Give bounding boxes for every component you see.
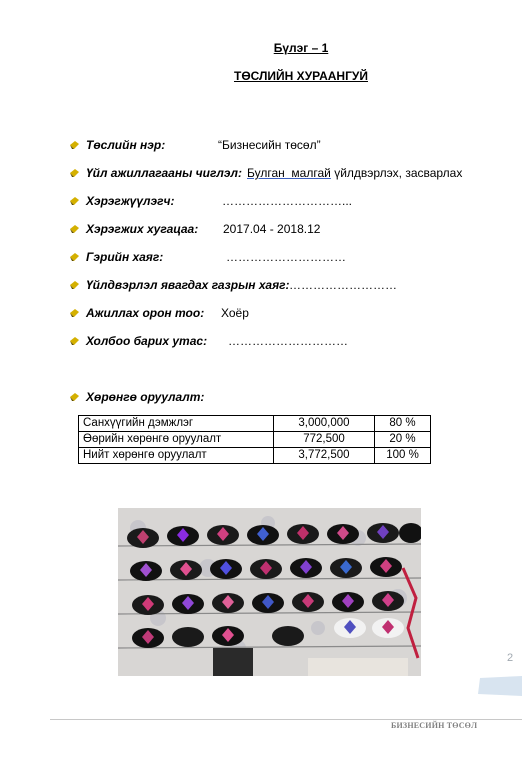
table-row xyxy=(79,448,431,464)
bullet-icon xyxy=(70,309,79,317)
table-cell-share: 80 % xyxy=(375,416,431,432)
footer-divider xyxy=(50,719,522,720)
field-label: Хэрэгжих хугацаа: xyxy=(86,222,199,236)
chapter-heading: Бүлэг – 1 xyxy=(273,41,329,55)
page-number: 2 xyxy=(507,652,514,664)
table-cell-name: Санхүүгийн дэмжлэг xyxy=(79,416,274,432)
table-cell-name: Нийт хөрөнгө оруулалт xyxy=(79,448,274,464)
field-label: Хэрэгжүүлэгч: xyxy=(86,194,175,208)
page-tab-shape xyxy=(478,676,522,696)
table-row xyxy=(79,416,431,432)
bullet-icon xyxy=(70,281,79,289)
page-title: ТӨСЛИЙН ХУРААНГУЙ xyxy=(233,69,368,83)
field-value: Хоёр xyxy=(221,306,249,320)
field-label: Үйл ажиллагааны чиглэл: xyxy=(86,166,242,180)
field-label: Ажиллах орон тоо: xyxy=(86,306,205,320)
field-label: Үйлдвэрлэл явагдах газрын хаяг: xyxy=(86,278,290,292)
field-label: Холбоо барих утас: xyxy=(86,334,208,348)
field-value: ………………………… xyxy=(228,334,348,348)
field-production-address xyxy=(70,277,490,293)
table-cell-share: 100 % xyxy=(375,448,431,464)
field-value: “Бизнесийн төсөл” xyxy=(218,138,321,152)
bullet-icon xyxy=(70,225,79,233)
table-cell-amount: 3,000,000 xyxy=(274,416,375,432)
field-activity xyxy=(70,165,490,181)
table-cell-share: 20 % xyxy=(375,432,431,448)
field-value: ………………………… xyxy=(226,250,346,264)
table-cell-amount: 772,500 xyxy=(274,432,375,448)
bullet-icon xyxy=(70,253,79,261)
field-staff-count xyxy=(70,305,470,321)
field-duration xyxy=(70,221,470,237)
field-value: …………………………... xyxy=(222,194,353,208)
footer-text: БИЗНЕСИЙН ТӨСӨЛ xyxy=(391,721,478,730)
table-row xyxy=(79,432,431,448)
bullet-icon xyxy=(70,393,79,401)
table-cell-amount: 3,772,500 xyxy=(274,448,375,464)
field-value: үйлдвэрлэх, засварлах xyxy=(330,166,463,180)
bullet-icon xyxy=(70,337,79,345)
field-label: Хөрөнгө оруулалт: xyxy=(86,390,205,404)
field-label: Төслийн нэр: xyxy=(86,138,166,152)
bullet-icon xyxy=(70,169,79,177)
field-phone xyxy=(70,333,470,349)
field-value: 2017.04 - 2018.12 xyxy=(223,222,321,236)
field-home-address xyxy=(70,249,470,265)
investment-heading xyxy=(70,389,370,405)
field-label: Гэрийн хаяг: xyxy=(86,250,164,264)
field-implementer xyxy=(70,193,470,209)
field-value: ……………………… xyxy=(289,278,397,292)
activity-link[interactable]: Булган малгай xyxy=(247,166,331,180)
bullet-icon xyxy=(70,141,79,149)
table-cell-name: Өөрийн хөрөнгө оруулалт xyxy=(79,432,274,448)
hats-photo xyxy=(118,508,421,676)
investment-table xyxy=(78,415,431,464)
field-project-name xyxy=(70,137,470,153)
bullet-icon xyxy=(70,197,79,205)
